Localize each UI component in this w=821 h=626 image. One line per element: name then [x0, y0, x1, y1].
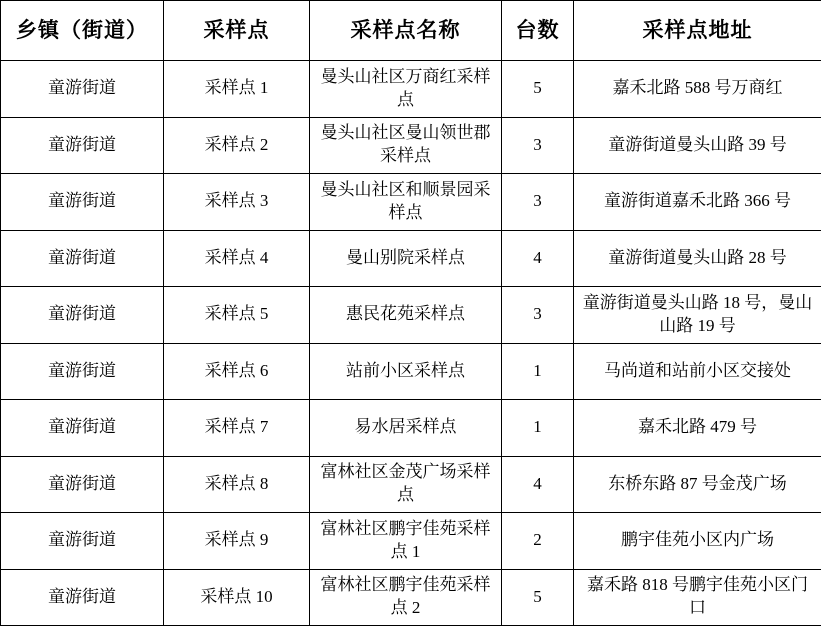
cell-township: 童游街道: [1, 569, 164, 626]
cell-count: 1: [502, 343, 574, 400]
column-header-count: 台数: [502, 1, 574, 61]
cell-site: 采样点 7: [164, 400, 310, 457]
table-row: [1, 117, 821, 174]
cell-township: 童游街道: [1, 230, 164, 287]
cell-address: 马尚道和站前小区交接处: [574, 343, 821, 400]
table-row: [1, 230, 821, 287]
table-row: [1, 61, 821, 118]
cell-site-name: 富林社区金茂广场采样点: [310, 456, 502, 513]
table-row: [1, 287, 821, 344]
cell-township: 童游街道: [1, 400, 164, 457]
cell-township: 童游街道: [1, 513, 164, 570]
cell-count: 2: [502, 513, 574, 570]
cell-township: 童游街道: [1, 117, 164, 174]
table-row: [1, 513, 821, 570]
cell-address: 嘉禾路 818 号鹏宇佳苑小区门口: [574, 569, 821, 626]
cell-address: 嘉禾北路 479 号: [574, 400, 821, 457]
table-row: [1, 174, 821, 231]
table-body: [1, 61, 821, 626]
cell-site: 采样点 3: [164, 174, 310, 231]
cell-site: 采样点 1: [164, 61, 310, 118]
table-header-row: [1, 1, 821, 61]
cell-township: 童游街道: [1, 287, 164, 344]
column-header-site-name: 采样点名称: [310, 1, 502, 61]
cell-count: 1: [502, 400, 574, 457]
cell-site-name: 富林社区鹏宇佳苑采样点 1: [310, 513, 502, 570]
table-header: [1, 1, 821, 61]
cell-address: 童游街道曼头山路 28 号: [574, 230, 821, 287]
cell-count: 5: [502, 61, 574, 118]
cell-township: 童游街道: [1, 456, 164, 513]
cell-site-name: 富林社区鹏宇佳苑采样点 2: [310, 569, 502, 626]
cell-address: 嘉禾北路 588 号万商红: [574, 61, 821, 118]
cell-address: 童游街道嘉禾北路 366 号: [574, 174, 821, 231]
cell-address: 东桥东路 87 号金茂广场: [574, 456, 821, 513]
table-row: [1, 343, 821, 400]
cell-site: 采样点 8: [164, 456, 310, 513]
column-header-address: 采样点地址: [574, 1, 821, 61]
cell-site: 采样点 4: [164, 230, 310, 287]
column-header-township: 乡镇（街道）: [1, 1, 164, 61]
table-row: [1, 456, 821, 513]
cell-count: 4: [502, 456, 574, 513]
cell-count: 3: [502, 174, 574, 231]
cell-site: 采样点 9: [164, 513, 310, 570]
cell-site-name: 易水居采样点: [310, 400, 502, 457]
cell-count: 3: [502, 287, 574, 344]
cell-township: 童游街道: [1, 343, 164, 400]
table-row: [1, 400, 821, 457]
cell-site: 采样点 6: [164, 343, 310, 400]
cell-site-name: 曼头山社区曼山领世郡采样点: [310, 117, 502, 174]
cell-site: 采样点 2: [164, 117, 310, 174]
column-header-site: 采样点: [164, 1, 310, 61]
cell-address: 鹏宇佳苑小区内广场: [574, 513, 821, 570]
cell-count: 5: [502, 569, 574, 626]
cell-township: 童游街道: [1, 174, 164, 231]
cell-site: 采样点 10: [164, 569, 310, 626]
cell-address: 童游街道曼头山路 18 号，曼山山路 19 号: [574, 287, 821, 344]
cell-count: 4: [502, 230, 574, 287]
table-row: [1, 569, 821, 626]
cell-site-name: 惠民花苑采样点: [310, 287, 502, 344]
cell-site-name: 站前小区采样点: [310, 343, 502, 400]
cell-site-name: 曼头山社区和顺景园采样点: [310, 174, 502, 231]
cell-site: 采样点 5: [164, 287, 310, 344]
cell-site-name: 曼山别院采样点: [310, 230, 502, 287]
cell-township: 童游街道: [1, 61, 164, 118]
cell-count: 3: [502, 117, 574, 174]
cell-site-name: 曼头山社区万商红采样点: [310, 61, 502, 118]
cell-address: 童游街道曼头山路 39 号: [574, 117, 821, 174]
